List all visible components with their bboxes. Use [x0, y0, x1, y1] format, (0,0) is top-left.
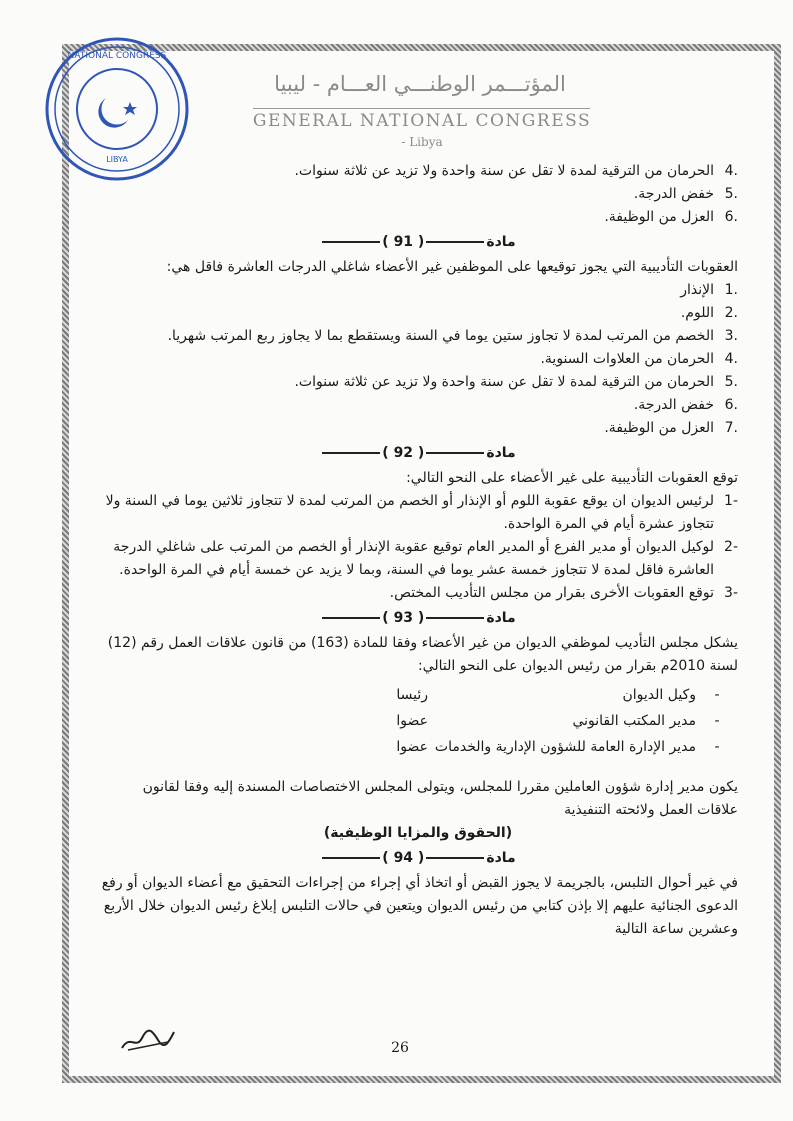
- article-93-heading: مادة( 93 ): [98, 607, 738, 630]
- member-row: - مدير الإدارة العامة للشؤون الإدارية والخدمات عضوا: [396, 738, 720, 755]
- member-row: - وكيل الديوان رئيسا: [396, 686, 720, 703]
- list-item: 7. العزل من الوظيفة.: [604, 420, 738, 436]
- article-93-closing: يكون مدير إدارة شؤون العاملين مقررا للمجلس، ويتولى المجلس الاختصاصات المسندة إليه وفقا لقانون علاقات العمل ولائحته التنفيذية: [142, 779, 738, 818]
- header-english-title: [252, 111, 592, 151]
- list-item: 4. الحرمان من الترقية لمدة لا تقل عن سنة واحدة ولا تزيد عن ثلاثة سنوات.: [294, 163, 738, 179]
- svg-text:NATIONAL CONGRESS: NATIONAL CONGRESS: [67, 51, 167, 61]
- list-item: 5. الحرمان من الترقية لمدة لا تقل عن سنة واحدة ولا تزيد عن ثلاثة سنوات.: [294, 374, 738, 390]
- list-item: 3. الخصم من المرتب لمدة لا تجاوز ستين يوما في السنة ويستقطع بما لا يجاوز ربع المرتب شهريا.: [167, 328, 738, 344]
- member-row: - مدير المكتب القانوني عضوا: [396, 712, 720, 729]
- header-english-name: GENERAL NATIONAL CONGRESS: [252, 111, 592, 131]
- header-arabic-title: المؤتـــمر الوطنـــي العـــام - ليبيا: [274, 72, 566, 96]
- article-94-text: في غير أحوال التلبس، بالجريمة لا يجوز القبض أو اتخاذ أي إجراء من إجراءات التحقيق مع أعضاء الديوان أو رفع الدعوى الجنائية عليهم إلا بإذن كتابي من رئيس الديوان ويتعين في حالات التلبس إبلاغ رئيس الديوان خلال الأربع وعشرين ساعة التالية: [101, 875, 738, 937]
- council-members: [98, 682, 738, 760]
- list-item: 6. خفض الدرجة.: [633, 397, 738, 413]
- list-item: 3- توقع العقوبات الأخرى بقرار من مجلس التأديب المختص.: [389, 585, 738, 601]
- article-92-heading: مادة( 92 ): [98, 442, 738, 465]
- list-item: 5. خفض الدرجة.: [633, 186, 738, 202]
- header-english-suffix: - Libya: [401, 135, 443, 149]
- signature: [118, 1024, 178, 1054]
- list-item: 2- لوكيل الديوان أو مدير الفرع أو المدير العام توقيع عقوبة الإنذار أو الخصم من المرتب على شاغلي الدرجة العاشرة فاقل لمدة لا تتجاوز خمسة عشر يوما في السنة، وبما لا يزيد عن خمسة أيام في المرة الواحدة.: [113, 539, 738, 578]
- list-item: 4. الحرمان من العلاوات السنوية.: [540, 351, 738, 367]
- list-item: 1. الإنذار: [680, 282, 738, 298]
- header-divider: [253, 108, 590, 109]
- section-heading: (الحقوق والمزايا الوظيفية): [323, 825, 513, 841]
- page-number: 26: [391, 1040, 409, 1056]
- article-93-intro: يشكل مجلس التأديب لموظفي الديوان من غير الأعضاء وفقا للمادة (163) من قانون علاقات العمل رقم (12) لسنة 2010م بقرار من رئيس الديوان على النحو التالي:: [107, 635, 738, 674]
- svg-text:LIBYA: LIBYA: [106, 155, 128, 164]
- article-92-intro: توقع العقوبات التأديبية على غير الأعضاء على النحو التالي:: [406, 470, 738, 486]
- list-item: 6. العزل من الوظيفة.: [604, 209, 738, 225]
- article-91-intro: العقوبات التأديبية التي يجوز توقيعها على الموظفين غير الأعضاء شاغلي الدرجات العاشرة فاقل هي:: [166, 259, 738, 275]
- list-item: 2. اللوم.: [680, 305, 738, 321]
- article-94-heading: مادة( 94 ): [98, 847, 738, 870]
- document-body: [98, 160, 738, 941]
- article-91-heading: مادة( 91 ): [98, 231, 738, 254]
- list-item: 1- لرئيس الديوان ان يوقع عقوبة اللوم أو الإنذار أو الخصم من المرتب لمدة لا تتجاوز ثلاثين يوما في السنة ولا تتجاوز عشرة أيام في المرة الواحدة.: [105, 493, 738, 532]
